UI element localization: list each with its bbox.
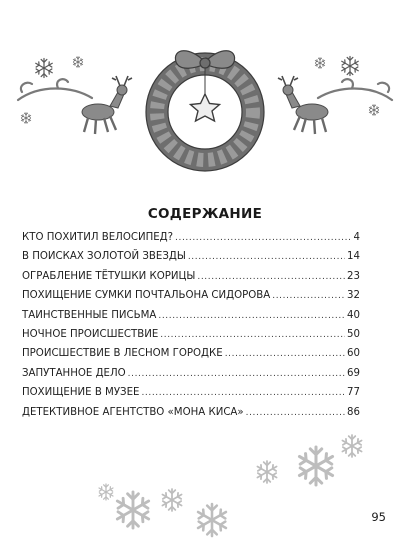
toc-entry-page: 86 <box>347 406 360 418</box>
dot-leader <box>158 311 345 321</box>
star-icon <box>191 94 220 121</box>
toc-entry-title: ПОХИЩЕНИЕ СУМКИ ПОЧТАЛЬОНА СИДОРОВА <box>22 290 271 302</box>
dot-leader <box>141 388 345 398</box>
dot-leader <box>272 291 345 301</box>
toc-entry[interactable] <box>22 232 360 251</box>
toc-entry-title: ТАИНСТВЕННЫЕ ПИСЬМА <box>22 309 157 321</box>
toc-entry-page: 32 <box>347 290 360 302</box>
swirl-left-icon <box>18 79 92 100</box>
toc-entry-title: ЗАПУТАННОЕ ДЕЛО <box>22 367 126 379</box>
table-of-contents <box>22 232 360 426</box>
toc-entry[interactable] <box>22 368 360 387</box>
toc-entry[interactable] <box>22 290 360 309</box>
toc-entry-title: КТО ПОХИТИЛ ВЕЛОСИПЕД? <box>22 232 174 243</box>
dot-leader <box>225 349 345 359</box>
toc-entry[interactable] <box>22 271 360 290</box>
dot-leader <box>160 330 345 340</box>
toc-entry[interactable] <box>22 310 360 329</box>
toc-entry-page: 14 <box>347 251 360 263</box>
dot-leader <box>197 272 345 282</box>
toc-entry-title: ДЕТЕКТИВНОЕ АГЕНТСТВО «МОНА КИСА» <box>22 406 244 418</box>
toc-entry-title: НОЧНОЕ ПРОИСШЕСТВИЕ <box>22 328 159 340</box>
toc-entry-page: 40 <box>347 309 360 321</box>
snowflakes-bottom <box>99 435 362 536</box>
toc-entry-title: ПРОИСШЕСТВИЕ В ЛЕСНОМ ГОРОДКЕ <box>22 348 223 360</box>
toc-entry-page: 60 <box>347 348 360 360</box>
toc-entry[interactable] <box>22 251 360 270</box>
toc-entry[interactable] <box>22 387 360 406</box>
toc-entry-title: ОГРАБЛЕНИЕ ТЁТУШКИ КОРИЦЫ <box>22 270 196 282</box>
toc-entry[interactable] <box>22 407 360 426</box>
toc-entry-page: 23 <box>347 270 360 282</box>
reindeer-right-icon <box>278 76 328 134</box>
page-number: 95 <box>371 510 386 524</box>
dot-leader <box>246 408 345 418</box>
wreath-icon <box>146 51 264 171</box>
toc-entry-page: 69 <box>347 367 360 379</box>
dot-leader <box>175 233 351 243</box>
dot-leader <box>188 252 345 262</box>
swirl-right-icon <box>318 79 392 100</box>
toc-entry-page: 50 <box>347 328 360 340</box>
toc-entry[interactable] <box>22 348 360 367</box>
toc-heading: СОДЕРЖАНИЕ <box>147 206 263 222</box>
dot-leader <box>128 369 345 379</box>
toc-entry-title: В ПОИСКАХ ЗОЛОТОЙ ЗВЕЗДЫ <box>22 251 186 263</box>
toc-entry-page: 4 <box>353 232 360 243</box>
reindeer-left-icon <box>82 76 132 134</box>
toc-entry-page: 77 <box>347 387 360 399</box>
toc-entry-title: ПОХИЩЕНИЕ В МУЗЕЕ <box>22 387 140 399</box>
toc-entry[interactable] <box>22 329 360 348</box>
